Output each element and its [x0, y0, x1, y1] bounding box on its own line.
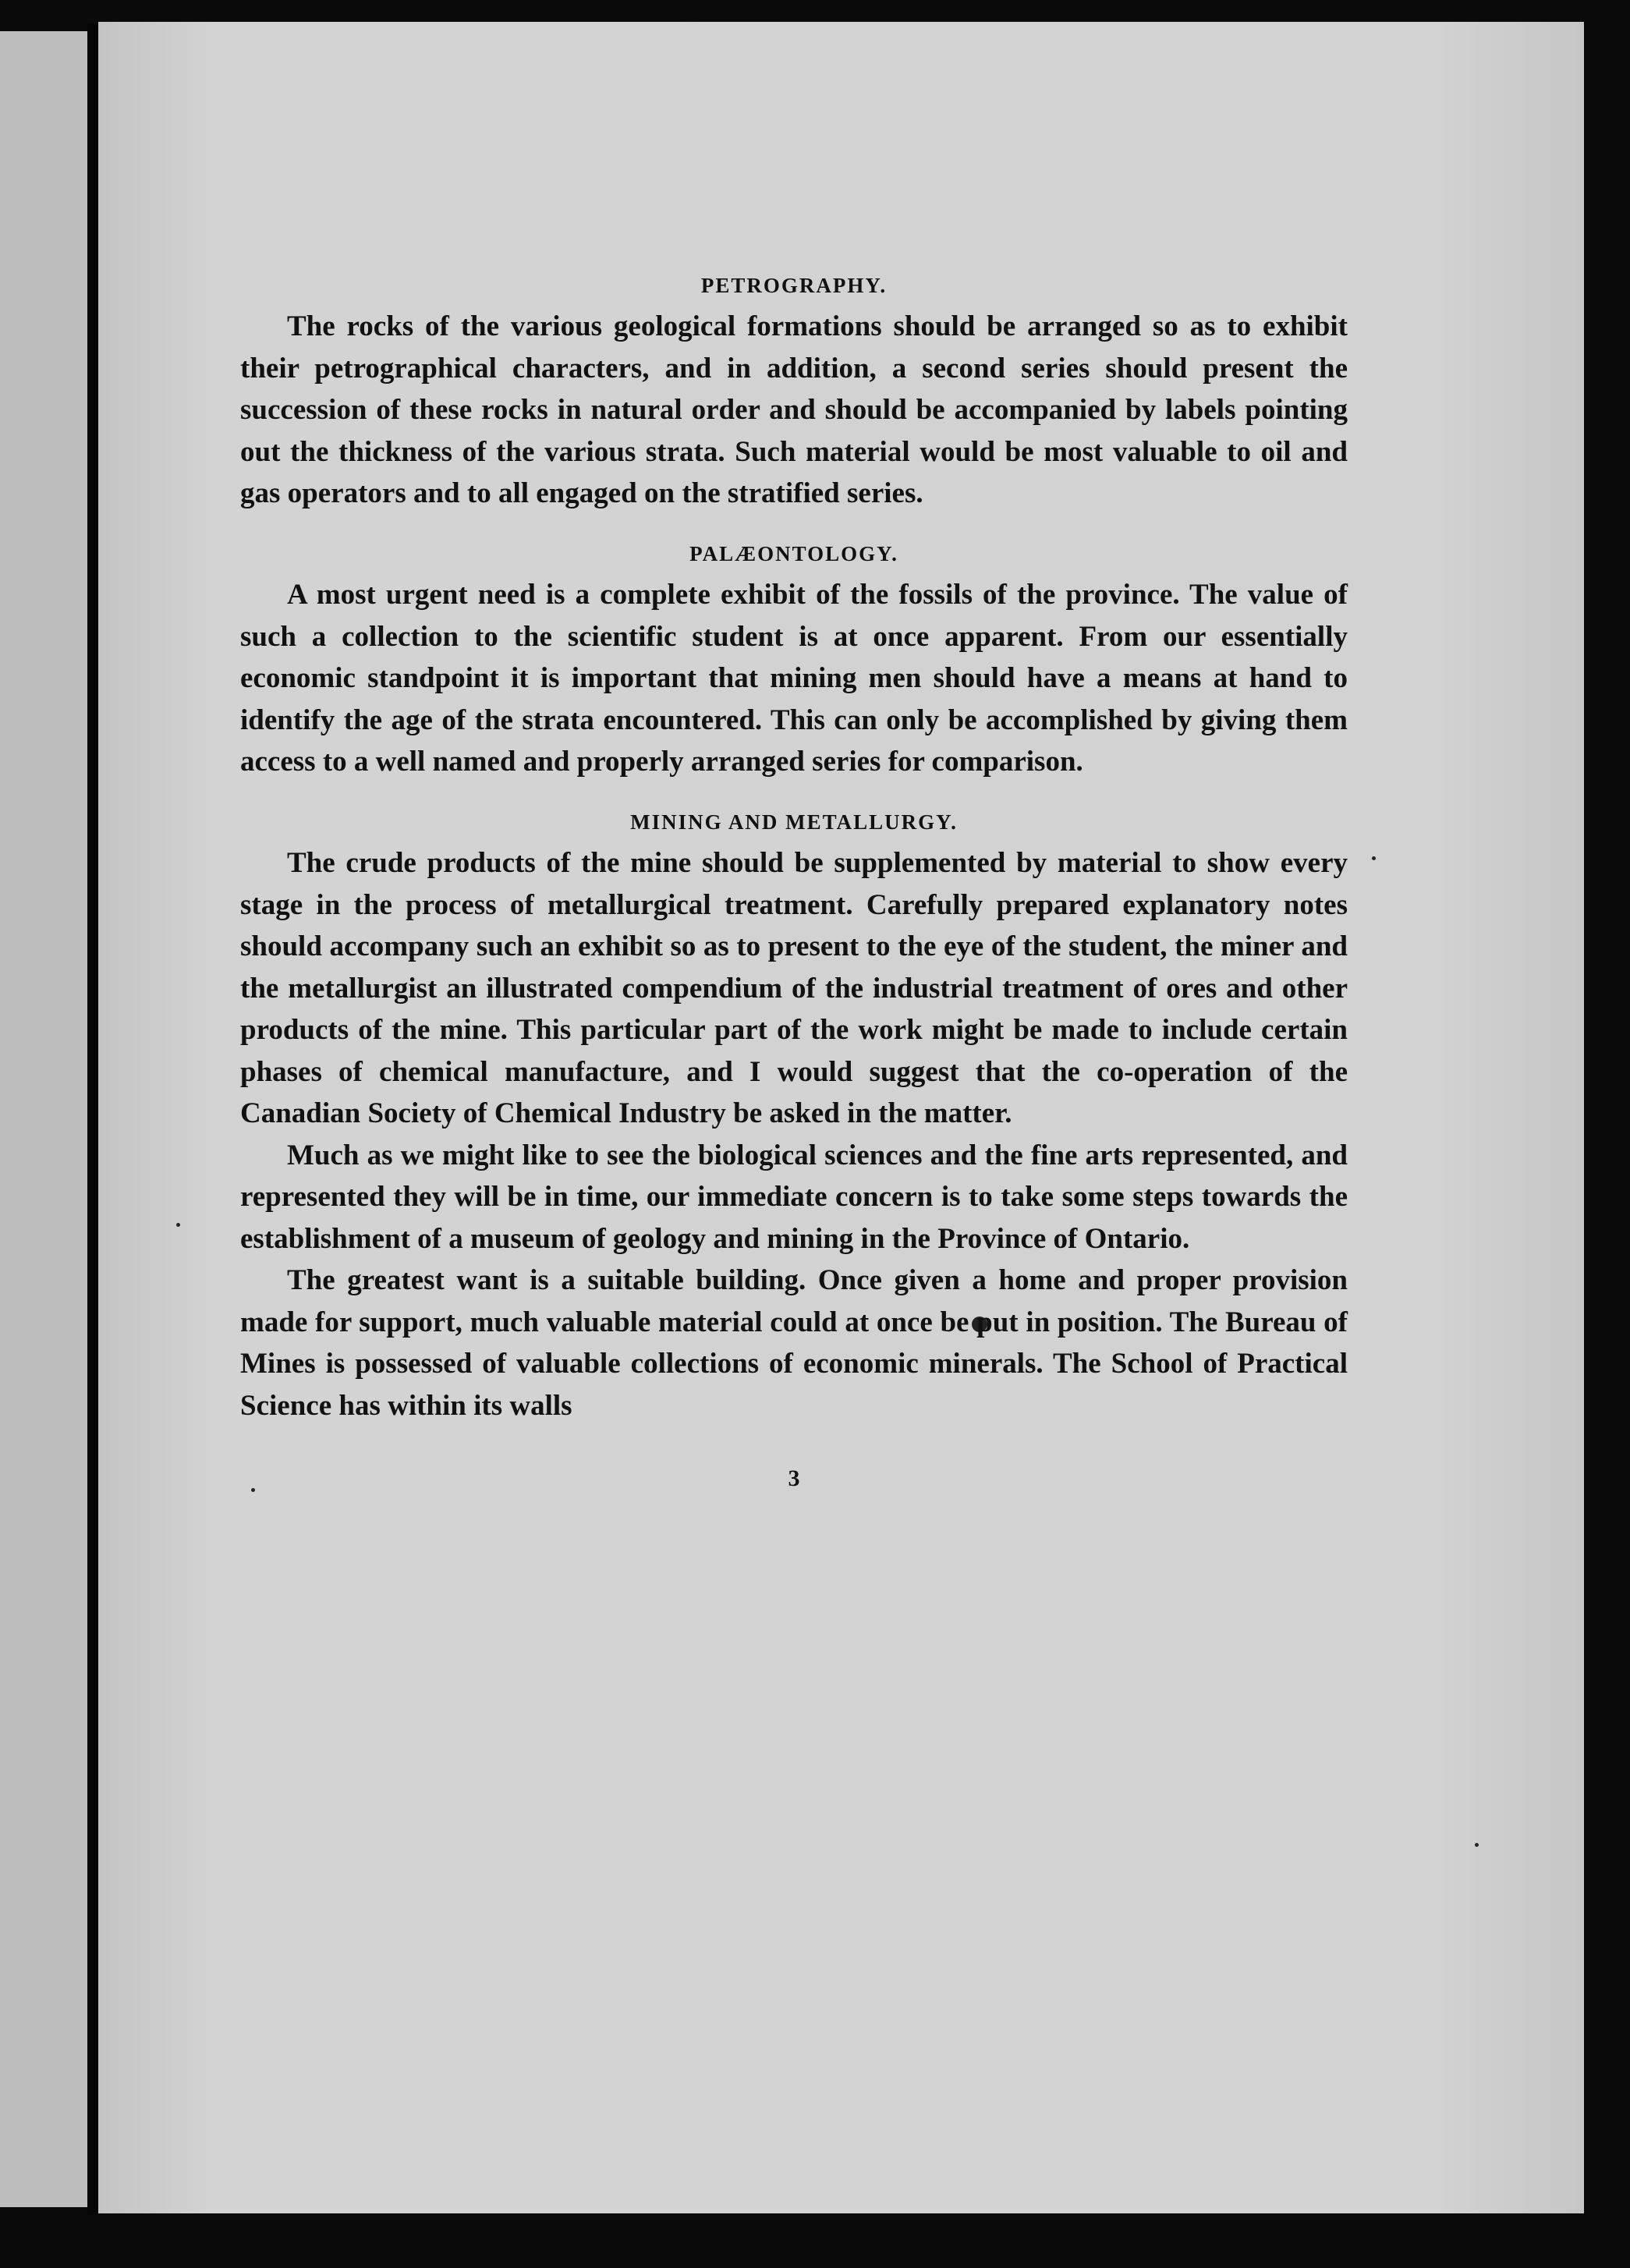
ink-speck — [1372, 856, 1376, 860]
ink-speck — [1475, 1843, 1479, 1847]
section-heading: PALÆONTOLOGY. — [689, 541, 898, 565]
paragraph: A most urgent need is a complete exhibit of the fossils of the province. The value of such a collection to the scientific student is at once apparent. From our essentially economic standpoint it is important that mining men should have a means at hand to identify the age of the strata encountered. This can only be accomplished by giving them access to a well named and properly arranged series for comparison. — [240, 579, 1348, 778]
facing-page-edge — [0, 31, 87, 2207]
book-gutter — [87, 23, 98, 2215]
section-mining-metallurgy — [240, 810, 1348, 1426]
paragraph: Much as we might like to see the biological sciences and the fine arts represented, and represented they will be in time, our immediate concern is to take some steps towards the establishment of a museum of geology and mining in the Province of Ontario. — [240, 1139, 1348, 1255]
section-palaeontology — [240, 541, 1348, 783]
section-heading: PETROGRAPHY. — [700, 274, 888, 297]
paragraph: The crude products of the mine should be supplemented by material to show every stage in the process of metallurgical treatment. Carefully prepared explanatory notes should accompany such an exhibit so as to present to the eye of the student, the miner and the metallurgist an illustrated compendium of the industrial treatment of ores and other products of the mine. This particular part of the work might be made to include certain phases of chemical manufacture, and I would suggest that the co-operation of the Canadian Society of Chemical Industry be asked in the matter. — [240, 847, 1348, 1130]
page-number: 3 — [788, 1465, 800, 1492]
section-heading: MINING AND METALLURGY. — [630, 810, 958, 834]
ink-speck — [176, 1223, 180, 1227]
section-petrography — [240, 273, 1348, 515]
paragraph: The greatest want is a suitable building. Once given a home and proper provision made for support, much valuable material could at once be put in position. The Bureau of Mines is possessed of valuable collections of economic minerals. The School of Practical Science has within its walls — [240, 1264, 1348, 1422]
paragraph: The rocks of the various geological formations should be arranged so as to exhibit their petrographical characters, and in addition, a second series should present the succession of these rocks in natural order and should be accompanied by labels pointing out the thickness of the various strata. Such material would be most valuable to oil and gas operators and to all engaged on the stratified series. — [240, 310, 1348, 510]
page-text — [240, 273, 1348, 1492]
